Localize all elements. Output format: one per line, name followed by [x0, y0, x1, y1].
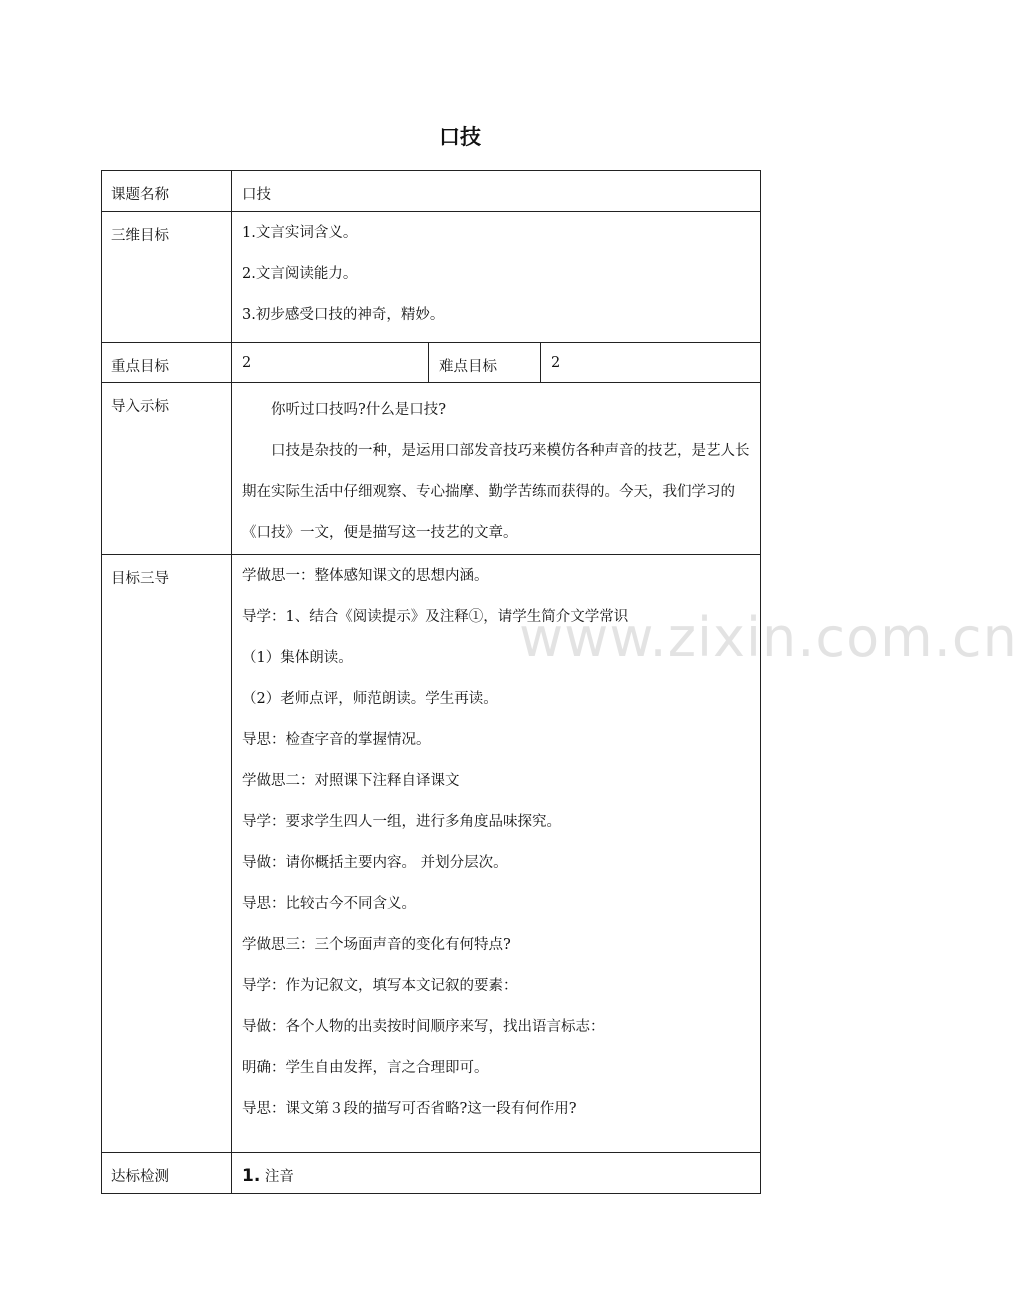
guide-line: 导思：课文第３段的描写可否省略?这一段有何作用?	[242, 1101, 577, 1117]
topic-value: 口技	[232, 171, 761, 212]
intro-paragraph: 你听过口技吗?什么是口技?	[271, 402, 447, 418]
difficulty-value: 2	[541, 343, 761, 383]
focus-label: 重点目标	[102, 343, 232, 383]
lesson-plan-table	[101, 170, 761, 1194]
guide-line: 导思：比较古今不同含义。	[242, 896, 416, 912]
row-goals	[102, 212, 761, 343]
guide-line: （2）老师点评，师范朗读。学生再读。	[242, 691, 498, 707]
difficulty-label: 难点目标	[429, 343, 541, 383]
guide-line: 导做：请你概括主要内容。 并划分层次。	[242, 855, 508, 871]
guide-line: 学做思三：三个场面声音的变化有何特点?	[242, 937, 511, 953]
goal-item: 2.文言阅读能力。	[242, 266, 358, 282]
document-title: 口技	[439, 125, 481, 149]
test-item-number: 1.	[242, 1166, 261, 1186]
intro-text	[232, 383, 761, 555]
guide-line: 学做思二：对照课下注释自译课文	[242, 773, 460, 789]
topic-label: 课题名称	[102, 171, 232, 212]
row-focus	[102, 343, 761, 383]
goal-item: 1.文言实词含义。	[242, 225, 358, 241]
watermark: www.zixin.com.cn	[519, 606, 1018, 669]
guide-line: 导学：要求学生四人一组，进行多角度品味探究。	[242, 814, 561, 830]
row-guide	[102, 555, 761, 1153]
guide-line: 导学：作为记叙文，填写本文记叙的要素：	[242, 978, 518, 994]
goals-label: 三维目标	[102, 212, 232, 343]
guide-line: 明确：学生自由发挥，言之合理即可。	[242, 1060, 489, 1076]
goal-item: 3.初步感受口技的神奇，精妙。	[242, 307, 445, 323]
guide-line: 学做思一：整体感知课文的思想内涵。	[242, 568, 489, 584]
intro-label: 导入示标	[102, 383, 232, 555]
row-test	[102, 1153, 761, 1194]
focus-value: 2	[232, 343, 429, 383]
guide-line: 导思：检查字音的掌握情况。	[242, 732, 431, 748]
intro-paragraph: 口技是杂技的一种，是运用口部发音技巧来模仿各种声音的技艺，是艺人长期在实际生活中仔细观察、专心揣摩、勤学苦练而获得的。今天，我们学习的《口技》一文，便是描写这一技艺的文章。	[242, 443, 750, 541]
guide-line: 导学：1、结合《阅读提示》及注释①，请学生简介文学常识	[242, 609, 629, 625]
guide-line: （1）集体朗读。	[242, 650, 353, 666]
goals-list	[232, 212, 761, 343]
row-intro	[102, 383, 761, 555]
guide-label: 目标三导	[102, 555, 232, 1153]
test-content	[232, 1153, 761, 1194]
guide-list	[232, 555, 761, 1153]
guide-line: 导做：各个人物的出卖按时间顺序来写，找出语言标志：	[242, 1019, 605, 1035]
test-label: 达标检测	[102, 1153, 232, 1194]
row-topic	[102, 171, 761, 212]
test-item-text: 注音	[264, 1169, 294, 1185]
